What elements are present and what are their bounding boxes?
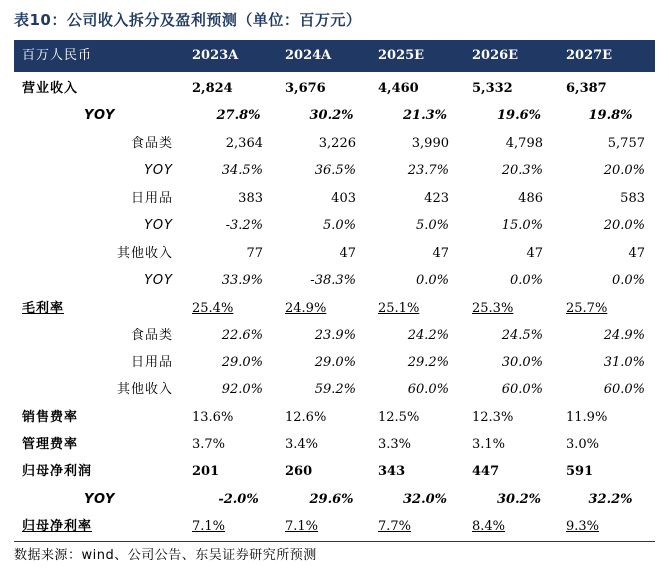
table-cell: 12.6%	[285, 410, 327, 425]
table-cell: 7.1%	[285, 519, 319, 534]
table-cell: 24.9%	[603, 328, 645, 343]
table-cell: 34.5%	[221, 163, 263, 178]
table-cell: 33.9%	[221, 273, 263, 288]
header-year: 2027E	[566, 48, 613, 63]
table-cell: 30.2%	[309, 108, 354, 123]
table-bottom-rule	[14, 541, 655, 542]
table-cell: 25.4%	[192, 301, 234, 316]
table-cell: 36.5%	[314, 163, 356, 178]
table-cell: 0.0%	[415, 273, 449, 288]
table-cell: 4,798	[505, 136, 543, 151]
table-cell: 4,460	[378, 81, 419, 96]
table-cell: 29.0%	[221, 355, 263, 370]
table-cell: 47	[432, 246, 449, 261]
table-cell: 23.9%	[314, 328, 356, 343]
table-cell: 3.4%	[285, 437, 319, 452]
table-cell: 6,387	[566, 81, 607, 96]
table-cell: 47	[526, 246, 543, 261]
table-cell: 23.7%	[407, 163, 449, 178]
table-cell: 3.3%	[378, 437, 412, 452]
table-row	[14, 376, 655, 403]
row-label: 日用品	[130, 355, 173, 370]
header-year: 2025E	[378, 48, 425, 63]
table-cell: 20.0%	[603, 218, 645, 233]
table-cell: 19.8%	[588, 108, 633, 123]
row-label: 日用品	[130, 191, 173, 206]
table-row	[14, 240, 655, 267]
row-label: 管理费率	[22, 437, 79, 452]
table-cell: 21.3%	[402, 108, 447, 123]
table-cell: 30.2%	[496, 492, 541, 507]
table-cell: 2,824	[192, 81, 233, 96]
table-cell: 47	[339, 246, 356, 261]
table-cell: 32.2%	[588, 492, 633, 507]
table-cell: 15.0%	[501, 218, 543, 233]
table-cell: 29.6%	[309, 492, 354, 507]
table-row	[14, 157, 655, 184]
table-cell: 19.6%	[496, 108, 541, 123]
table-row	[14, 75, 655, 102]
table-cell: 583	[620, 191, 645, 206]
table-cell: 59.2%	[314, 382, 356, 397]
table-cell: 24.9%	[285, 301, 327, 316]
table-cell: 5.0%	[322, 218, 356, 233]
row-label: 归母净利率	[22, 519, 93, 534]
table-row	[14, 513, 655, 540]
row-label: 归母净利润	[22, 464, 93, 479]
table-cell: 3.1%	[472, 437, 506, 452]
row-label: YOY	[144, 218, 173, 233]
table-row	[14, 212, 655, 239]
table-row	[14, 322, 655, 349]
table-cell: 260	[285, 464, 313, 479]
table-cell: 30.0%	[501, 355, 543, 370]
table-cell: 20.0%	[603, 163, 645, 178]
table-row	[14, 431, 655, 458]
table-row	[14, 130, 655, 157]
table-cell: 92.0%	[221, 382, 263, 397]
row-label: 其他收入	[116, 246, 173, 261]
header-unit: 百万人民币	[22, 48, 93, 63]
table-row	[14, 349, 655, 376]
table-cell: 201	[192, 464, 220, 479]
table-cell: 5,332	[472, 81, 513, 96]
table-cell: 32.0%	[402, 492, 447, 507]
table-cell: 0.0%	[611, 273, 645, 288]
table-row	[14, 486, 655, 513]
table-cell: 29.0%	[314, 355, 356, 370]
table-cell: -3.2%	[225, 218, 263, 233]
table-cell: 29.2%	[407, 355, 449, 370]
table-cell: 591	[566, 464, 594, 479]
table-cell: 3.7%	[192, 437, 226, 452]
table-cell: 7.7%	[378, 519, 412, 534]
table-cell: 3,226	[318, 136, 356, 151]
table-cell: 77	[246, 246, 263, 261]
table-cell: 24.2%	[407, 328, 449, 343]
table-cell: 31.0%	[603, 355, 645, 370]
table-cell: 7.1%	[192, 519, 226, 534]
table-cell: 8.4%	[472, 519, 506, 534]
table-cell: 5.0%	[415, 218, 449, 233]
table-cell: 2,364	[225, 136, 263, 151]
table-title: 表10：公司收入拆分及盈利预测（单位：百万元）	[14, 11, 362, 29]
table-cell: 13.6%	[192, 410, 234, 425]
header-year: 2026E	[472, 48, 519, 63]
table-cell: -2.0%	[218, 492, 259, 507]
table-row	[14, 404, 655, 431]
table-row	[14, 185, 655, 212]
table-cell: 9.3%	[566, 519, 600, 534]
table-cell: 11.9%	[566, 410, 608, 425]
table-cell: 0.0%	[509, 273, 543, 288]
table-cell: 447	[472, 464, 500, 479]
table-cell: 343	[378, 464, 406, 479]
table-cell: 22.6%	[221, 328, 263, 343]
row-label: YOY	[144, 163, 173, 178]
table-cell: 25.1%	[378, 301, 420, 316]
table-cell: -38.3%	[310, 273, 356, 288]
source-note: 数据来源：wind、公司公告、东吴证券研究所预测	[14, 548, 317, 563]
table-row	[14, 295, 655, 322]
row-label: 营业收入	[22, 81, 79, 96]
table-cell: 423	[424, 191, 449, 206]
table-cell: 60.0%	[407, 382, 449, 397]
table-cell: 383	[238, 191, 263, 206]
table-cell: 12.5%	[378, 410, 420, 425]
row-label: YOY	[84, 492, 116, 507]
table-row	[14, 267, 655, 294]
table-cell: 25.7%	[566, 301, 608, 316]
table-cell: 3.0%	[566, 437, 600, 452]
table-cell: 3,676	[285, 81, 326, 96]
table-cell: 20.3%	[501, 163, 543, 178]
row-label: 销售费率	[22, 410, 79, 425]
table-cell: 60.0%	[501, 382, 543, 397]
row-label: YOY	[144, 273, 173, 288]
table-cell: 25.3%	[472, 301, 514, 316]
row-label: YOY	[84, 108, 116, 123]
table-header	[14, 40, 655, 72]
table-cell: 27.8%	[216, 108, 261, 123]
header-year: 2023A	[192, 48, 239, 63]
table-cell: 60.0%	[603, 382, 645, 397]
table-cell: 403	[331, 191, 356, 206]
table-row	[14, 458, 655, 485]
table-cell: 3,990	[411, 136, 449, 151]
header-year: 2024A	[285, 48, 332, 63]
table-cell: 24.5%	[501, 328, 543, 343]
table-row	[14, 102, 655, 129]
row-label: 食品类	[130, 328, 173, 343]
row-label: 毛利率	[22, 301, 65, 316]
row-label: 食品类	[130, 136, 173, 151]
table-cell: 5,757	[607, 136, 645, 151]
row-label: 其他收入	[116, 382, 173, 397]
table-cell: 12.3%	[472, 410, 514, 425]
table-cell: 47	[628, 246, 645, 261]
table-cell: 486	[518, 191, 543, 206]
